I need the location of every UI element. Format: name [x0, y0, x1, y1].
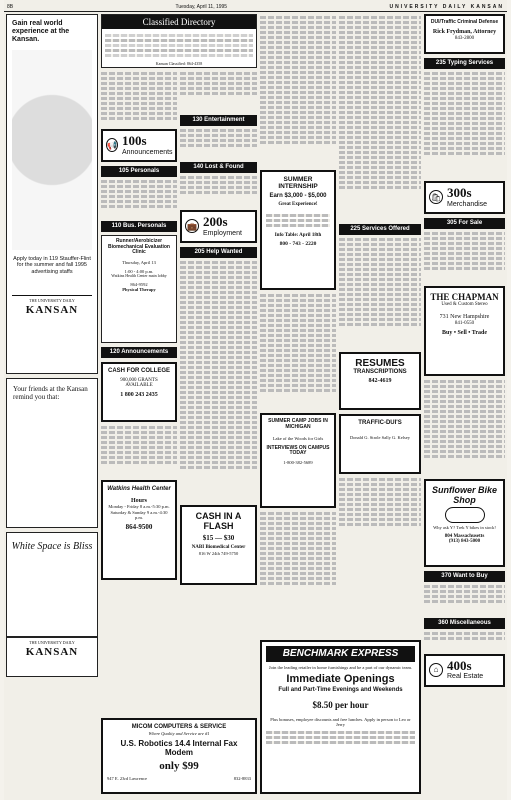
cash-flash-title: CASH IN A FLASH [195, 510, 242, 531]
chapman-phone: 841-0550 [454, 320, 475, 326]
briefcase-icon: 💼 [185, 219, 199, 233]
cash-flash-center: NABI Biomedical Center [191, 545, 246, 551]
kansan-logo-2: KANSAN [25, 645, 79, 658]
clinic-dept: Physical Therapy [122, 287, 156, 293]
friends-text: Your friends at the Kansan remind you that: [13, 385, 88, 402]
section-heading: 130 Entertainment [180, 115, 257, 126]
newspaper-page [4, 0, 507, 800]
sunflower-bike-ad [424, 479, 505, 567]
micom-price: only $99 [159, 760, 199, 773]
summer-title: SUMMER INTERNSHIP [278, 176, 318, 191]
column-2 [101, 70, 177, 796]
logo-top-line: THE UNIVERSITY DAILY [29, 298, 75, 304]
attorney-ad [424, 14, 505, 54]
clinic-time: 1:00 - 4:00 p.m. [124, 269, 154, 275]
chapman-address: 731 New Hampshire [439, 313, 490, 320]
attorney-phone: 843-2800 [454, 35, 475, 41]
camp-interview: INTERVIEWS ON CAMPUS TODAY [266, 444, 330, 457]
bicycle-icon [445, 507, 485, 523]
summer-pay: Earn $3,000 - $5,000 [269, 192, 327, 199]
cash-in-a-flash-ad [180, 505, 257, 585]
classified-title: Classified Directory [102, 15, 256, 29]
benchmark-express-ad [260, 640, 421, 794]
watkins-phone: 864-9500 [125, 522, 153, 531]
micom-phone: 832-8833 [233, 776, 251, 782]
micom-product: U.S. Robotics 14.4 Internal Fax Modem [120, 739, 238, 758]
announcement-megaphone-icon: 📢 [106, 138, 118, 152]
white-space-ad [6, 532, 98, 637]
benchmark-cta: Plus bonuses, employee discounts and free lunches. Apply in person to Leo or Jerry [270, 716, 411, 727]
benchmark-sub: Join the leading retailer in home furnishings and be a part of our dynamic team. [268, 664, 413, 670]
page-number: 8B [7, 4, 14, 11]
summer-internship-ad [260, 170, 336, 290]
section-heading: 205 Help Wanted [180, 247, 257, 258]
benchmark-headline: Immediate Openings [286, 672, 395, 685]
section-heading: 120 Announcements [101, 347, 177, 358]
traffic-names: Donald G. Strole Sally G. Kelsey [349, 434, 411, 440]
promo-photo [12, 50, 92, 250]
category-word: Real Estate [447, 673, 484, 681]
apply-text: Apply today in 119 Stauffer-Flint for the summer and fall 1995 advertising staffs [13, 256, 91, 275]
cash-college-line: 900,000 GRANTS AVAILABLE [120, 377, 158, 389]
chapman-tag: Buy • Sell • Trade [442, 329, 487, 336]
clinic-date: Thursday, April 13 [122, 260, 156, 266]
section-heading: 140 Lost & Found [180, 162, 257, 173]
resumes-title: RESUMES [355, 357, 405, 369]
watkins-ad [101, 480, 177, 580]
traffic-title: TRAFFIC-DUI'S [358, 419, 402, 426]
watkins-hours: Monday - Friday 8 a.m.-5:30 p.m. [108, 504, 170, 510]
benchmark-wage: $8.50 per hour [312, 700, 369, 711]
section-heading: 110 Bus. Personals [101, 221, 177, 232]
chapman-name: THE CHAPMAN [430, 291, 499, 302]
chapman-sub: Used & Custom Stereo [441, 302, 488, 308]
section-heading: 235 Typing Services [424, 58, 505, 69]
category-number: 100s [121, 133, 147, 148]
bike-line: Why ask Y? Trek Y bikes in stock! [433, 525, 496, 531]
traffic-dui-ad [339, 414, 421, 474]
page-date: Tuesday, April 11, 1995 [175, 4, 228, 11]
clinic-ad [101, 235, 177, 343]
cash-college-title: CASH FOR COLLEGE [107, 367, 170, 374]
bike-name: Sunflower Bike Shop [431, 484, 497, 506]
cash-flash-amount: $15 — $30 [202, 534, 235, 543]
classified-directory [101, 14, 257, 68]
section-heading: 370 Want to Buy [424, 571, 505, 582]
attorney-title: DUI/Traffic Criminal Defense [430, 19, 499, 25]
summer-deadline: Info Table: April 18th [274, 232, 322, 238]
masthead: UNIVERSITY DAILY KANSAN [389, 4, 504, 11]
micom-title: MICOM COMPUTERS & SERVICE [131, 724, 227, 730]
camp-phone: 1-800-382-5689 [283, 460, 313, 466]
summer-phone: 800 - 743 - 2220 [279, 241, 317, 248]
summer-sub: Great Experience! [278, 201, 318, 207]
column-3 [180, 70, 257, 796]
kansan-logo: KANSAN [25, 303, 79, 316]
section-heading: 305 For Sale [424, 218, 505, 229]
resumes-phone: 842-4619 [368, 378, 392, 385]
kansan-promo-ad [6, 14, 98, 374]
real-estate-category [424, 654, 505, 687]
benchmark-name: BENCHMARK EXPRESS [266, 646, 415, 662]
section-heading: 105 Personals [101, 166, 177, 177]
camp-title: SUMMER CAMP JOBS IN MICHIGAN [268, 418, 328, 430]
bike-address: 804 Massachusetts [444, 533, 485, 539]
clinic-phone: 864-9592 [130, 281, 148, 287]
column-6 [424, 14, 505, 796]
resumes-sub: TRANSCRIPTIONS [353, 369, 407, 376]
camp-lake: Lake of the Woods for Girls [272, 435, 324, 441]
classified-phone: Kansan Classified: 864-4358 [155, 61, 203, 67]
resumes-ad [339, 352, 421, 410]
watkins-name: Watkins Health Center [107, 485, 171, 492]
cash-college-phone: 1 800 243 2435 [120, 392, 158, 399]
announcements-category [101, 129, 177, 162]
promo-headline: Gain real world experience at the Kansan. [12, 20, 70, 44]
cash-flash-phone: 816 W 24th 749-5750 [198, 551, 239, 557]
section-heading: 360 Miscellaneous [424, 618, 505, 629]
white-space-text: White Space is Bliss [11, 541, 93, 552]
clinic-name: Runner/Aerobicizer Biomechanical Evaluation Clinic [108, 237, 170, 256]
left-column [6, 14, 98, 796]
micom-address: 947 E. 23rd Lawrence [107, 776, 147, 782]
shopping-bag-icon: 🛍 [429, 190, 443, 204]
friends-ad [6, 378, 98, 528]
benchmark-lines: Full and Part-Time Evenings and Weekends [278, 687, 403, 694]
clinic-place: Watkins Health Center main lobby [111, 273, 167, 279]
category-word: Employment [203, 229, 242, 237]
watkins-weekend: Saturday & Sunday 9 a.m.-4:30 p.m. [110, 509, 168, 520]
page-header [4, 3, 507, 12]
logo-top-line-2: THE UNIVERSITY DAILY [29, 640, 75, 645]
bike-phone: (913) 843-5000 [448, 539, 481, 545]
micom-ad [101, 718, 257, 794]
watkins-hours-title: Hours [130, 497, 147, 504]
summer-camp-ad [260, 413, 336, 508]
attorney-name: Rick Frydman, Attorney [432, 28, 497, 35]
category-word: Announcements [121, 148, 173, 156]
house-icon: ⌂ [429, 663, 443, 677]
merchandise-category [424, 181, 505, 214]
category-number: 300s [447, 184, 472, 200]
section-heading: 225 Services Offered [339, 224, 421, 235]
chapman-ad [424, 286, 505, 376]
cash-for-college-ad [101, 362, 177, 422]
category-number: 400s [447, 657, 472, 673]
category-word: Merchandise [447, 200, 488, 208]
bottom-logo-box [6, 637, 98, 677]
micom-tag: Where Quality and Service are #1 [148, 730, 210, 736]
employment-category [180, 210, 257, 243]
category-number: 200s [203, 213, 228, 229]
